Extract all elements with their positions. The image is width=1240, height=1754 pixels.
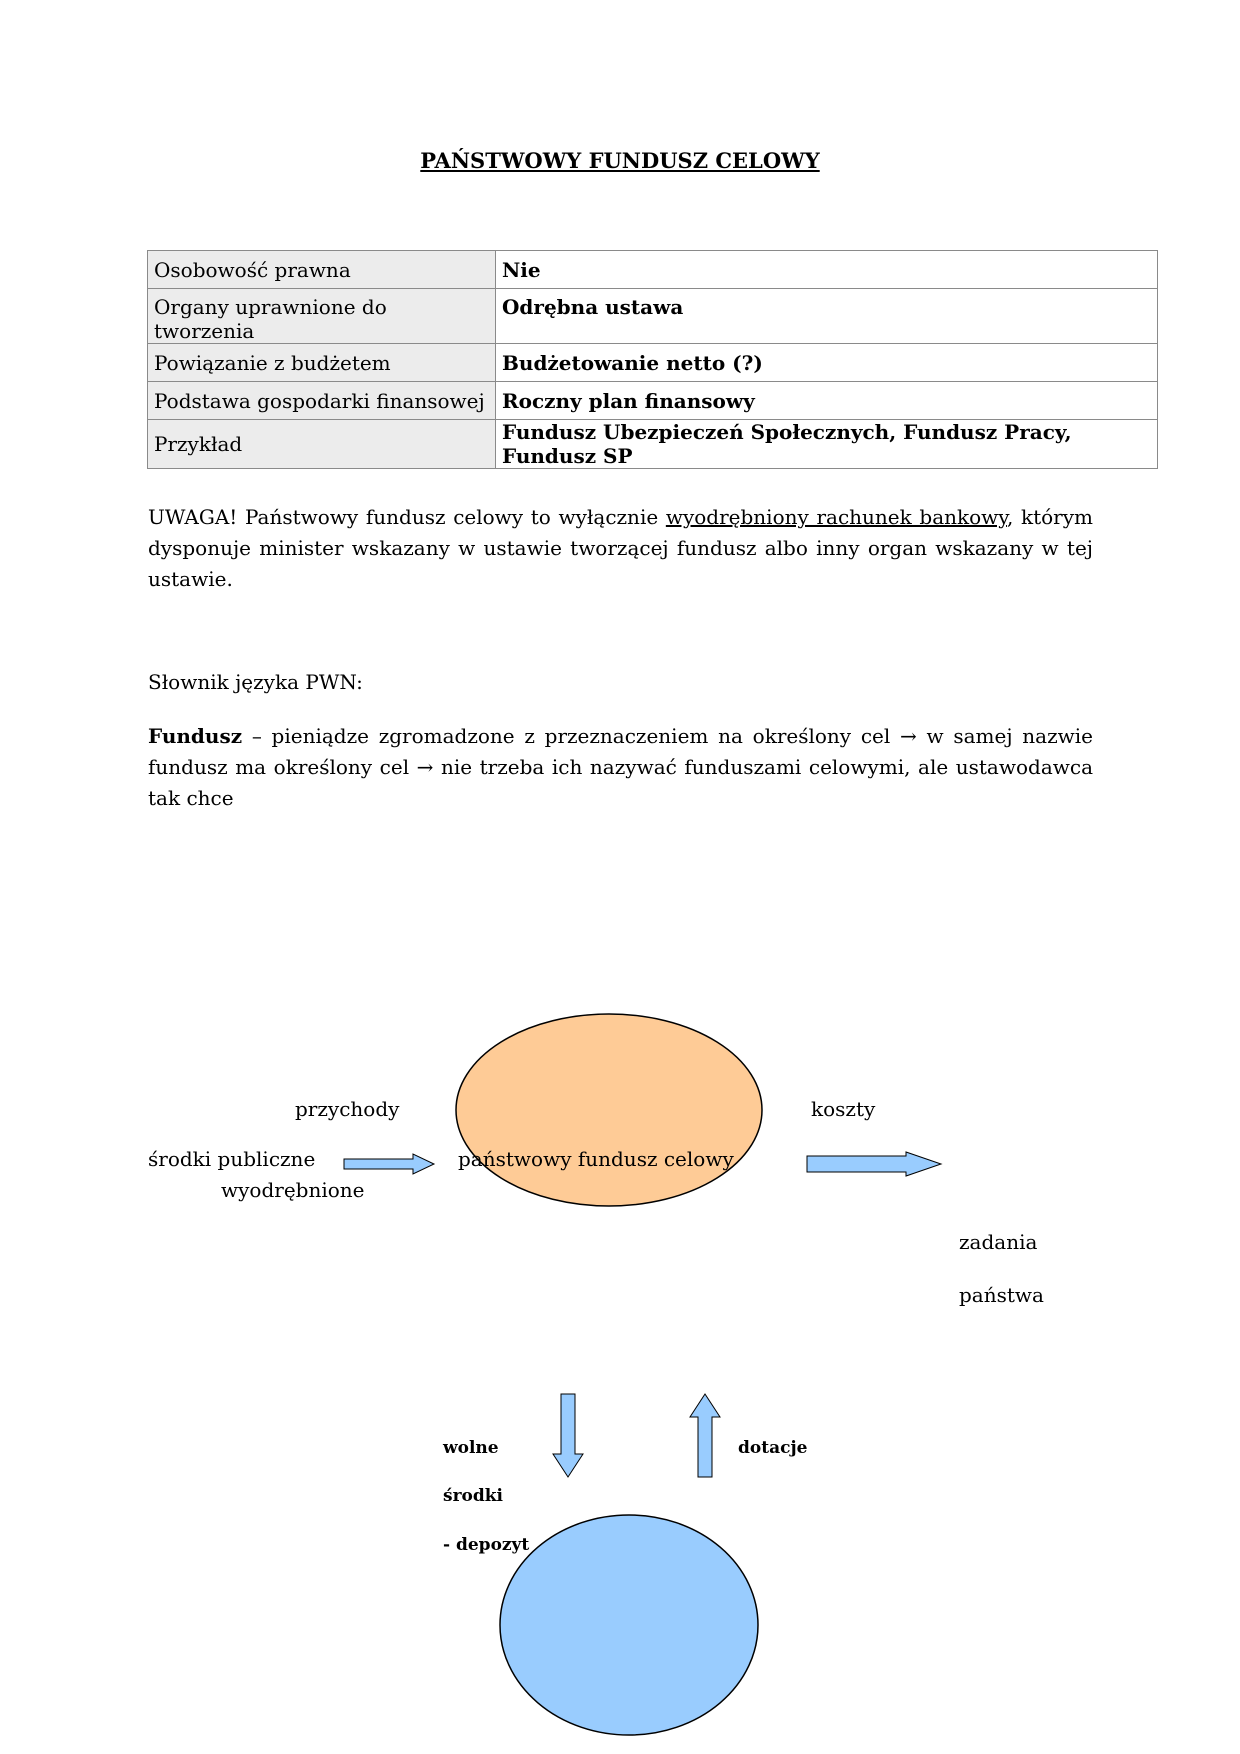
income-arrow	[344, 1154, 434, 1174]
down-label-line2: środki	[443, 1486, 503, 1506]
deposit-ellipse	[500, 1515, 758, 1735]
up-label: dotacje	[738, 1438, 808, 1458]
table-value: Nie	[496, 251, 1158, 289]
note-underlined: wyodrębniony rachunek bankowy	[665, 505, 1007, 529]
table-value: Roczny plan finansowy	[496, 382, 1158, 420]
table-key: Przykład	[148, 420, 496, 469]
costs-label: koszty	[811, 1097, 876, 1121]
source-label-line1: środki publiczne	[148, 1147, 316, 1171]
down-label-line1: wolne	[443, 1438, 499, 1458]
dictionary-heading: Słownik języka PWN:	[148, 670, 363, 694]
table-key: Osobowość prawna	[148, 251, 496, 289]
fund-ellipse	[456, 1014, 762, 1206]
fund-label: państwowy fundusz celowy	[458, 1147, 734, 1171]
page-title: PAŃSTWOWY FUNDUSZ CELOWY	[420, 148, 820, 173]
costs-arrow	[807, 1152, 941, 1176]
down-arrow	[553, 1394, 583, 1477]
dictionary-definition-text: – pieniądze zgromadzone z przeznaczeniem na określony cel → w samej nazwie fundusz ma określony cel → nie trzeba ich nazywać funduszami celowymi, ale ustawodawca tak chce	[148, 724, 1093, 810]
note-suffix: , którym dysponuje minister wskazany w ustawie tworzącej fundusz albo inny organ wskazany w tej ustawie.	[148, 505, 1093, 591]
down-label-line3: - depozyt	[443, 1535, 530, 1555]
note-prefix: UWAGA! Państwowy fundusz celowy to wyłącznie	[148, 505, 666, 529]
target-label-line2: państwa	[959, 1283, 1044, 1307]
table-value: Fundusz Ubezpieczeń Społecznych, Fundusz Pracy, Fundusz SP	[496, 420, 1158, 469]
up-arrow	[690, 1394, 720, 1477]
table-key: Powiązanie z budżetem	[148, 344, 496, 382]
dictionary-term: Fundusz	[148, 724, 243, 748]
source-label-line2: wyodrębnione	[221, 1178, 365, 1202]
table-key: Podstawa gospodarki finansowej	[148, 382, 496, 420]
target-label-line1: zadania	[959, 1230, 1038, 1254]
table-value: Odrębna ustawa	[496, 289, 1158, 344]
income-label: przychody	[295, 1097, 400, 1121]
table-key: Organy uprawnione do tworzenia	[148, 289, 496, 344]
table-value: Budżetowanie netto (?)	[496, 344, 1158, 382]
